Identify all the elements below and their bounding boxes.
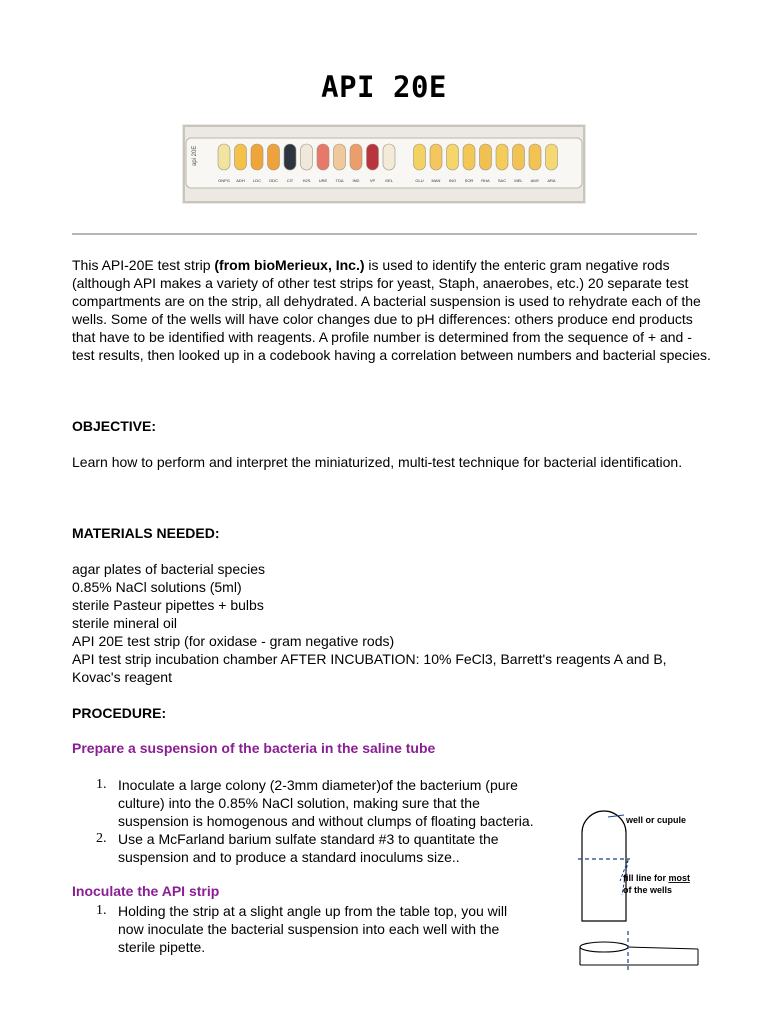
materials-item: 0.85% NaCl solutions (5ml) — [72, 579, 242, 595]
well-cupule-diagram — [578, 803, 704, 973]
intro-text-start: This API-20E test strip — [72, 257, 215, 273]
strip-well-label: H2S — [302, 178, 311, 183]
label-of-the-wells: of the wells — [623, 885, 673, 895]
strip-well — [367, 144, 379, 170]
strip-well — [529, 144, 541, 170]
strip-well-label: SAC — [497, 178, 507, 183]
svg-text:api 20E: api 20E — [192, 145, 198, 166]
strip-wells — [218, 144, 558, 170]
strip-well — [268, 144, 280, 170]
strip-well-label: URE — [318, 178, 328, 183]
strip-well — [350, 144, 362, 170]
list-number: 1. — [96, 903, 107, 918]
strip-well — [414, 144, 426, 170]
strip-well — [480, 144, 492, 170]
list-number: 1. — [96, 777, 107, 792]
strip-well — [251, 144, 263, 170]
strip-well-label: TDA — [335, 178, 344, 183]
strip-well-label: ARA — [547, 178, 556, 183]
list-item — [96, 830, 536, 866]
strip-well-label: SOR — [464, 178, 474, 183]
materials-item: API 20E test strip (for oxidase - gram negative rods) — [72, 633, 395, 649]
strip-well-label: GLU — [415, 178, 424, 183]
step1-title: Prepare a suspension of the bacteria in the saline tube — [72, 740, 436, 756]
strip-well-label: ONPG — [218, 178, 230, 183]
strip-well — [334, 144, 346, 170]
strip-well-label: AMY — [530, 178, 540, 183]
label-fill-line: fill line for most — [623, 873, 691, 883]
materials-list — [72, 560, 682, 686]
strip-well — [496, 144, 508, 170]
list-item — [96, 902, 536, 956]
strip-well — [513, 144, 525, 170]
horizontal-divider — [72, 233, 697, 235]
strip-well — [447, 144, 459, 170]
step1-list — [96, 776, 536, 866]
list-item — [96, 776, 536, 830]
materials-item: sterile mineral oil — [72, 615, 178, 631]
strip-well-label: ADH — [236, 178, 245, 183]
page-title: API 20E — [321, 70, 447, 104]
strip-well — [383, 144, 395, 170]
strip-well — [463, 144, 475, 170]
materials-item: API test strip incubation chamber AFTER INCUBATION: 10% FeCl3, Barrett's reagents A and B, Kovac's reagent — [72, 651, 667, 685]
well-tube-outline — [582, 811, 626, 921]
step2-title: Inoculate the API strip — [72, 883, 220, 899]
label-well-or-cupule: well or cupule — [626, 815, 687, 825]
strip-well-label: RHA — [481, 178, 490, 183]
strip-well — [284, 144, 296, 170]
intro-text-rest: is used to identify the enteric gram negative rods (although API makes a variety of other test strips for yeast, Staph, anaerobes, etc.) 20 separate test compartments are on the strip, all dehydrated. A bacterial suspension is used to rehydrate each of the wells. Some of the wells will have color changes due to pH differences: others produce end products that have to be identified with reagents. A profile number is determined from the sequence of + and - test results, then looked up in a codebook having a correlation between numbers and bacterial species. — [72, 257, 711, 363]
list-item-text: Use a McFarland barium sulfate standard #3 to quantitate the suspension and to produce a standard inoculums size.. — [118, 831, 499, 865]
strip-well — [301, 144, 313, 170]
list-item-text: Holding the strip at a slight angle up from the table top, you will now inoculate the bacterial suspension into each well with the sterile pipette. — [118, 903, 508, 955]
strip-well-label: GEL — [384, 178, 394, 183]
intro-bold-company: (from bioMerieux, Inc.) — [214, 257, 365, 273]
materials-item: agar plates of bacterial species — [72, 561, 265, 577]
strip-well — [235, 144, 247, 170]
objective-text: Learn how to perform and interpret the miniaturized, multi-test technique for bacterial identification. — [72, 454, 683, 470]
objective-heading: OBJECTIVE: — [72, 418, 157, 434]
step2-list — [96, 902, 536, 956]
strip-well-label: MAN — [431, 178, 441, 183]
strip-well — [546, 144, 558, 170]
strip-well-label: INO — [448, 178, 457, 183]
strip-well — [218, 144, 230, 170]
strip-well-label: MEL — [514, 178, 523, 183]
intro-paragraph — [72, 256, 712, 364]
materials-heading: MATERIALS NEEDED: — [72, 525, 220, 541]
strip-well — [430, 144, 442, 170]
strip-well-label: ODC — [269, 178, 278, 183]
strip-well-label: VP — [369, 178, 376, 183]
list-number: 2. — [96, 831, 107, 846]
strip-well — [317, 144, 329, 170]
strip-well-label: LDC — [252, 178, 262, 183]
procedure-heading: PROCEDURE: — [72, 705, 167, 721]
strip-labels — [218, 178, 556, 183]
materials-item: sterile Pasteur pipettes + bulbs — [72, 597, 264, 613]
list-item-text: Inoculate a large colony (2-3mm diameter)of the bacterium (pure culture) into the 0.85% NaCl solution, making sure that the suspension is homogenous and without clumps of floating bacteria. — [118, 777, 534, 829]
cupule-top — [580, 942, 628, 952]
api-strip-photo — [182, 124, 586, 204]
strip-well-label: CIT — [286, 178, 294, 183]
strip-well-label: IND — [352, 178, 360, 183]
